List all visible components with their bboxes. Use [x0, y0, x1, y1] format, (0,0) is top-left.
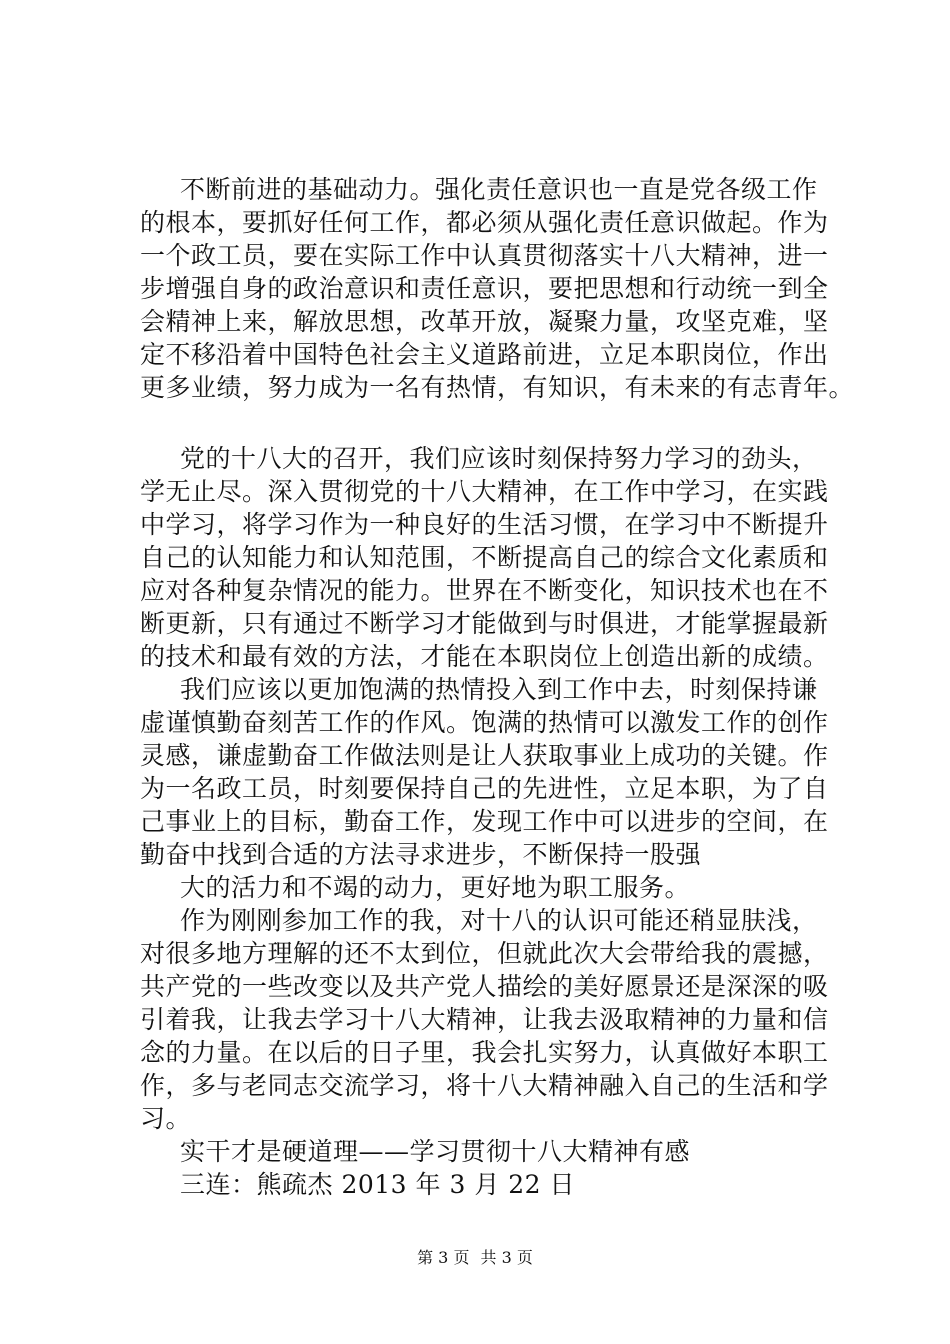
text-line: 作为刚刚参加工作的我，对十八的认识可能还稍显肤浅，	[180, 906, 818, 935]
text-line: 对很多地方理解的还不太到位，但就此次大会带给我的震撼，	[140, 939, 829, 968]
author-date: 三连：熊疏杰 2013 年 3 月 22 日	[180, 1170, 576, 1199]
paragraph-2	[140, 442, 840, 673]
paragraph-5	[140, 904, 840, 1135]
text-line: 作，多与老同志交流学习，将十八大精神融入自己的生活和学	[140, 1071, 829, 1100]
paragraph-1	[140, 173, 855, 404]
text-line: 引着我，让我去学习十八大精神，让我去汲取精神的力量和信	[140, 1005, 829, 1034]
page-footer	[0, 1248, 950, 1268]
text-line: 念的力量。在以后的日子里，我会扎实努力，认真做好本职工	[140, 1038, 829, 1067]
text-line: 党的十八大的召开，我们应该时刻保持努力学习的劲头，	[180, 444, 818, 473]
text-line: 己事业上的目标，勤奋工作，发现工作中可以进步的空间，在	[140, 807, 829, 836]
text-line: 应对各种复杂情况的能力。世界在不断变化，知识技术也在不	[140, 576, 829, 605]
text-line: 灵感，谦虚勤奋工作做法则是让人获取事业上成功的关键。作	[140, 741, 829, 770]
signature-line	[140, 1168, 840, 1201]
title-line	[140, 1135, 840, 1168]
text-line: 会精神上来，解放思想，改革开放，凝聚力量，攻坚克难，坚	[140, 307, 829, 336]
text-line: 勤奋中找到合适的方法寻求进步，不断保持一股强	[140, 840, 702, 869]
paragraph-4	[140, 871, 840, 904]
essay-title: 实干才是硬道理——学习贯彻十八大精神有感	[180, 1137, 691, 1166]
document-body	[140, 173, 855, 1201]
text-line: 定不移沿着中国特色社会主义道路前进，立足本职岗位，作出	[140, 340, 829, 369]
text-line: 的根本，要抓好任何工作，都必须从强化责任意识做起。作为	[140, 208, 829, 237]
page-number: 第 3 页	[417, 1248, 470, 1267]
text-line: 的技术和最有效的方法，才能在本职岗位上创造出新的成绩。	[140, 642, 829, 671]
text-line: 我们应该以更加饱满的热情投入到工作中去，时刻保持谦	[180, 675, 818, 704]
text-line: 断更新，只有通过不断学习才能做到与时俱进，才能掌握最新	[140, 609, 829, 638]
text-line: 步增强自身的政治意识和责任意识，要把思想和行动统一到全	[140, 274, 829, 303]
page-total: 共 3 页	[480, 1248, 533, 1267]
text-line: 虚谨慎勤奋刻苦工作的作风。饱满的热情可以激发工作的创作	[140, 708, 829, 737]
text-line: 中学习，将学习作为一种良好的生活习惯，在学习中不断提升	[140, 510, 829, 539]
text-line: 学无止尽。深入贯彻党的十八大精神，在工作中学习，在实践	[140, 477, 829, 506]
text-line: 一个政工员，要在实际工作中认真贯彻落实十八大精神，进一	[140, 241, 829, 270]
text-line: 习。	[140, 1104, 192, 1133]
text-line: 为一名政工员，时刻要保持自己的先进性，立足本职，为了自	[140, 774, 829, 803]
paragraph-3	[140, 673, 840, 871]
text-line: 自己的认知能力和认知范围，不断提高自己的综合文化素质和	[140, 543, 829, 572]
paragraph-spacer	[140, 404, 840, 442]
text-line: 更多业绩，努力成为一名有热情，有知识，有未来的有志青年。	[140, 373, 855, 402]
text-line: 大的活力和不竭的动力，更好地为职工服务。	[180, 873, 691, 902]
text-line: 不断前进的基础动力。强化责任意识也一直是党各级工作	[180, 175, 818, 204]
text-line: 共产党的一些改变以及共产党人描绘的美好愿景还是深深的吸	[140, 972, 829, 1001]
